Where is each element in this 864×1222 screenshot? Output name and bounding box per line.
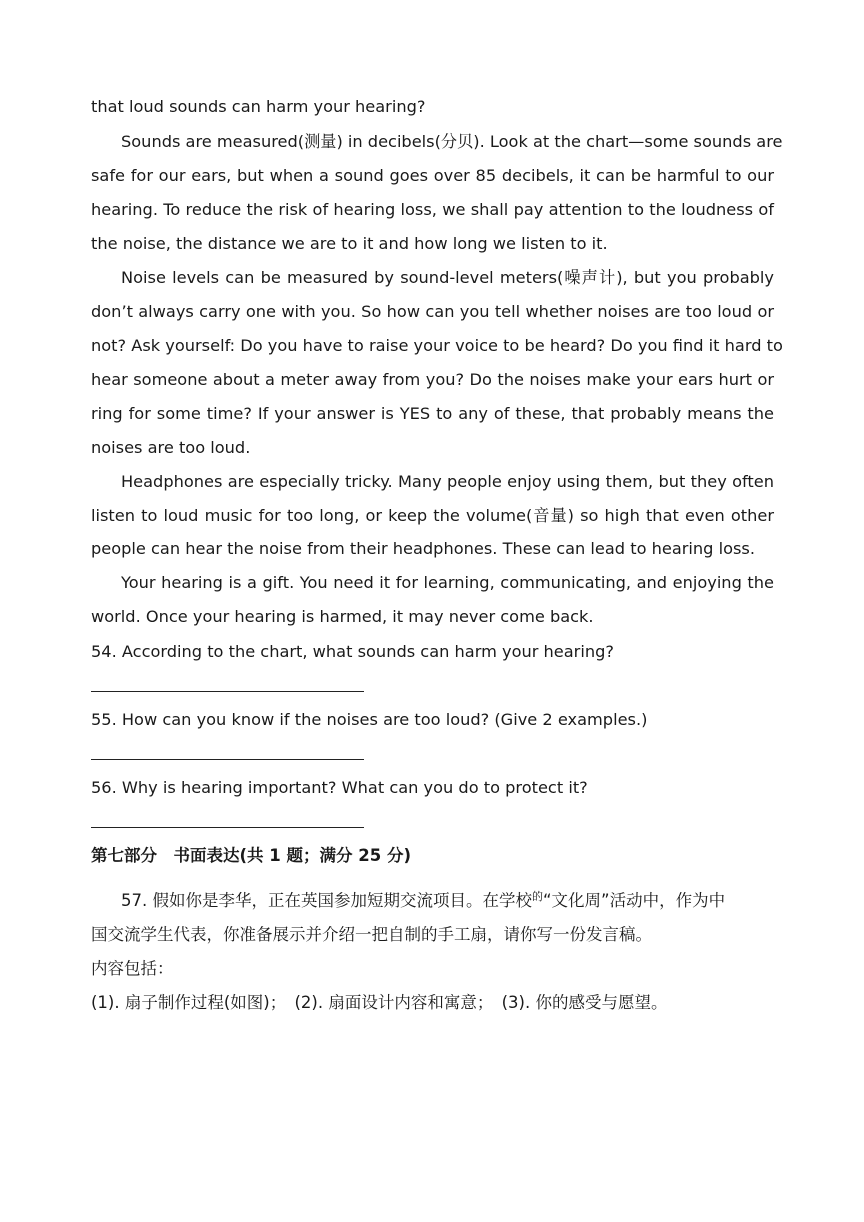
question-56: 56. Why is hearing important? What can you do to protect it? [91, 778, 588, 797]
question-57-superscript: 的 [532, 890, 543, 903]
passage-line: world. Once your hearing is harmed, it may never come back. [91, 607, 594, 626]
passage-line: Headphones are especially tricky. Many people enjoy using them, but they often [121, 472, 774, 491]
passage-line: hear someone about a meter away from you? Do the noises make your ears hurt or [91, 370, 774, 389]
question-55: 55. How can you know if the noises are too loud? (Give 2 examples.) [91, 710, 648, 729]
question-54: 54. According to the chart, what sounds can harm your hearing? [91, 642, 614, 661]
passage-line: not? Ask yourself: Do you have to raise your voice to be heard? Do you find it hard to [91, 336, 783, 355]
content-label: 内容包括： [91, 959, 174, 978]
answer-blank-55[interactable] [91, 759, 364, 760]
answer-blank-56[interactable] [91, 827, 364, 828]
question-57-text: 57. 假如你是李华，正在英国参加短期交流项目。在学校 [121, 891, 532, 910]
passage-line: Noise levels can be measured by sound-level meters(噪声计), but you probably [121, 268, 774, 287]
question-57-text: “文化周”活动中，作为中 [543, 891, 726, 910]
passage-line: listen to loud music for too long, or keep the volume(音量) so high that even other [91, 506, 774, 525]
content-items: (1). 扇子制作过程(如图)； (2). 扇面设计内容和寓意； (3). 你的感受与愿望。 [91, 993, 668, 1012]
question-57-line: 国交流学生代表，你准备展示并介绍一把自制的手工扇，请你写一份发言稿。 [91, 925, 652, 944]
question-57-line [121, 880, 725, 918]
passage-line: don’t always carry one with you. So how can you tell whether noises are too loud or [91, 302, 774, 321]
passage-line: safe for our ears, but when a sound goes over 85 decibels, it can be harmful to our [91, 166, 774, 185]
passage-line: ring for some time? If your answer is YES to any of these, that probably means the [91, 404, 774, 423]
passage-line: Sounds are measured(测量) in decibels(分贝). Look at the chart—some sounds are [121, 132, 783, 151]
passage-line: Your hearing is a gift. You need it for learning, communicating, and enjoying the [121, 573, 774, 592]
passage-line: that loud sounds can harm your hearing? [91, 97, 426, 116]
passage-line: people can hear the noise from their headphones. These can lead to hearing loss. [91, 539, 756, 558]
passage-line: hearing. To reduce the risk of hearing loss, we shall pay attention to the loudness of [91, 200, 774, 219]
passage-line: noises are too loud. [91, 438, 251, 457]
answer-blank-54[interactable] [91, 691, 364, 692]
passage-line: the noise, the distance we are to it and how long we listen to it. [91, 234, 608, 253]
section-heading: 第七部分 书面表达(共 1 题；满分 25 分) [91, 846, 412, 865]
